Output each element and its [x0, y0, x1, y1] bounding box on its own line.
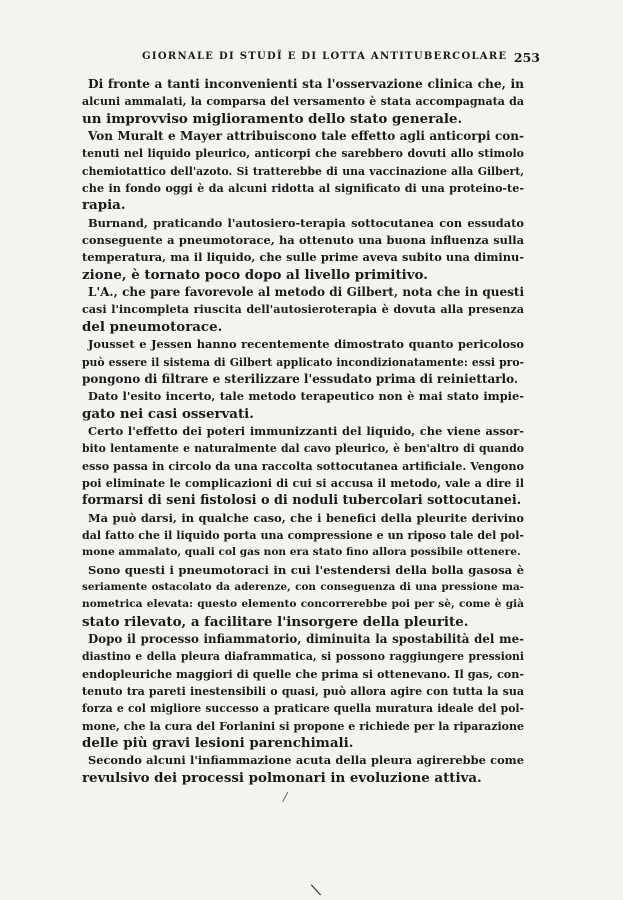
text-line: revulsivo dei processi polmonari in evoluzione attiva.: [82, 769, 482, 786]
text-line: Ma può darsi, in qualche caso, che i benefici della pleurite derivino: [88, 510, 524, 525]
text-line: Burnand, praticando l'autosiero-terapia sottocutanea con essudato: [88, 215, 524, 230]
text-line: chemiotattico dell'azoto. Si tratterebbe di una vaccinazione alla Gilbert,: [82, 164, 524, 178]
text-line: Von Muralt e Mayer attribuiscono tale effetto agli anticorpi con-: [88, 129, 524, 144]
text-line: alcuni ammalati, la comparsa del versamento è stata accompagnata da: [82, 95, 524, 109]
stray-mark: /: [281, 789, 289, 806]
running-head: [98, 51, 540, 67]
text-line: formarsi di seni fistolosi o di noduli tubercolari sottocutanei.: [82, 493, 522, 509]
text-line: conseguente a pneumotorace, ha ottenuto una buona influenza sulla: [82, 233, 524, 248]
text-line: L'A., che pare favorevole al metodo di Gilbert, nota che in questi: [88, 285, 524, 300]
body-text: [82, 76, 524, 787]
text-line: poi eliminate le complicazioni di cui si accusa il metodo, vale a dire il: [82, 475, 524, 490]
text-line: seriamente ostacolato da aderenze, con conseguenza di una pressione ma-: [82, 580, 524, 593]
text-line: Certo l'effetto dei poteri immunizzanti del liquido, che viene assor-: [88, 423, 524, 438]
text-line: Dopo il processo infiammatorio, diminuita la spostabilità del me-: [88, 632, 524, 646]
text-line: rapia.: [82, 197, 126, 214]
text-line: stato rilevato, a facilitare l'insorgere della pleurite.: [82, 613, 469, 630]
text-line: temperatura, ma il liquido, che sulle prime aveva subito una diminu-: [82, 250, 524, 265]
text-line: forza e col migliore successo a praticare quella muratura ideale del pol-: [82, 702, 524, 716]
text-line: casi l'incompleta riuscita dell'autosieroterapia è dovuta alla presenza: [82, 302, 524, 317]
text-line: mone, che la cura del Forlanini si propone e richiede per la riparazione: [82, 719, 524, 733]
text-line: Di fronte a tanti inconvenienti sta l'osservazione clinica che, in: [88, 77, 524, 91]
text-line: un improvviso miglioramento dello stato generale.: [82, 110, 463, 127]
text-line: Dato l'esito incerto, tale metodo terapeutico non è mai stato impie-: [88, 389, 524, 404]
text-line: che in fondo oggi è da alcuni ridotta al significato di una proteino-te-: [82, 181, 524, 196]
text-line: mone ammalato, quali col gas non era stato fino allora possibile ottenere.: [82, 546, 521, 559]
text-line: dal fatto che il liquido porta una compressione e un riposo tale del pol-: [82, 528, 524, 542]
page-number: 253: [513, 50, 540, 65]
text-line: nometrica elevata: questo elemento concorrerebbe poi per sè, come è già: [82, 598, 524, 611]
text-line: tenuti nel liquido pleurico, anticorpi che sarebbero dovuti allo stimolo: [82, 147, 524, 161]
text-line: esso passa in circolo da una raccolta sottocutanea artificiale. Vengono: [82, 458, 524, 473]
text-line: bito lentamente e naturalmente dal cavo pleurico, è ben'altro di quando: [82, 442, 524, 456]
text-line: Sono questi i pneumotoraci in cui l'estendersi della bolla gasosa è: [88, 562, 524, 577]
text-line: zione, è tornato poco dopo al livello primitivo.: [82, 266, 428, 283]
text-line: diastino e della pleura diaframmatica, si possono raggiungere pressioni: [82, 650, 524, 664]
text-line: tenuto tra pareti inestensibili o quasi, può allora agire con tutta la sua: [82, 685, 524, 699]
running-title: GIORNALE DI STUDÎ E DI LOTTA ANTITUBERCOLARE: [142, 51, 508, 62]
text-line: Jousset e Jessen hanno recentemente dimostrato quanto pericoloso: [88, 337, 524, 352]
text-line: gato nei casi osservati.: [82, 405, 254, 422]
text-line: può essere il sistema di Gilbert applicato incondizionatamente: essi pro-: [82, 355, 524, 369]
text-line: Secondo alcuni l'infiammazione acuta della pleura agirerebbe come: [88, 753, 524, 768]
text-line: pongono di filtrare e sterilizzare l'essudato prima di reiniettarlo.: [82, 371, 519, 386]
stray-mark-bottom: \: [309, 879, 323, 900]
text-line: endopleuriche maggiori di quelle che prima si ottenevano. Il gas, con-: [82, 666, 524, 681]
text-line: delle più gravi lesioni parenchimali.: [82, 735, 354, 752]
text-line: del pneumotorace.: [82, 318, 223, 335]
